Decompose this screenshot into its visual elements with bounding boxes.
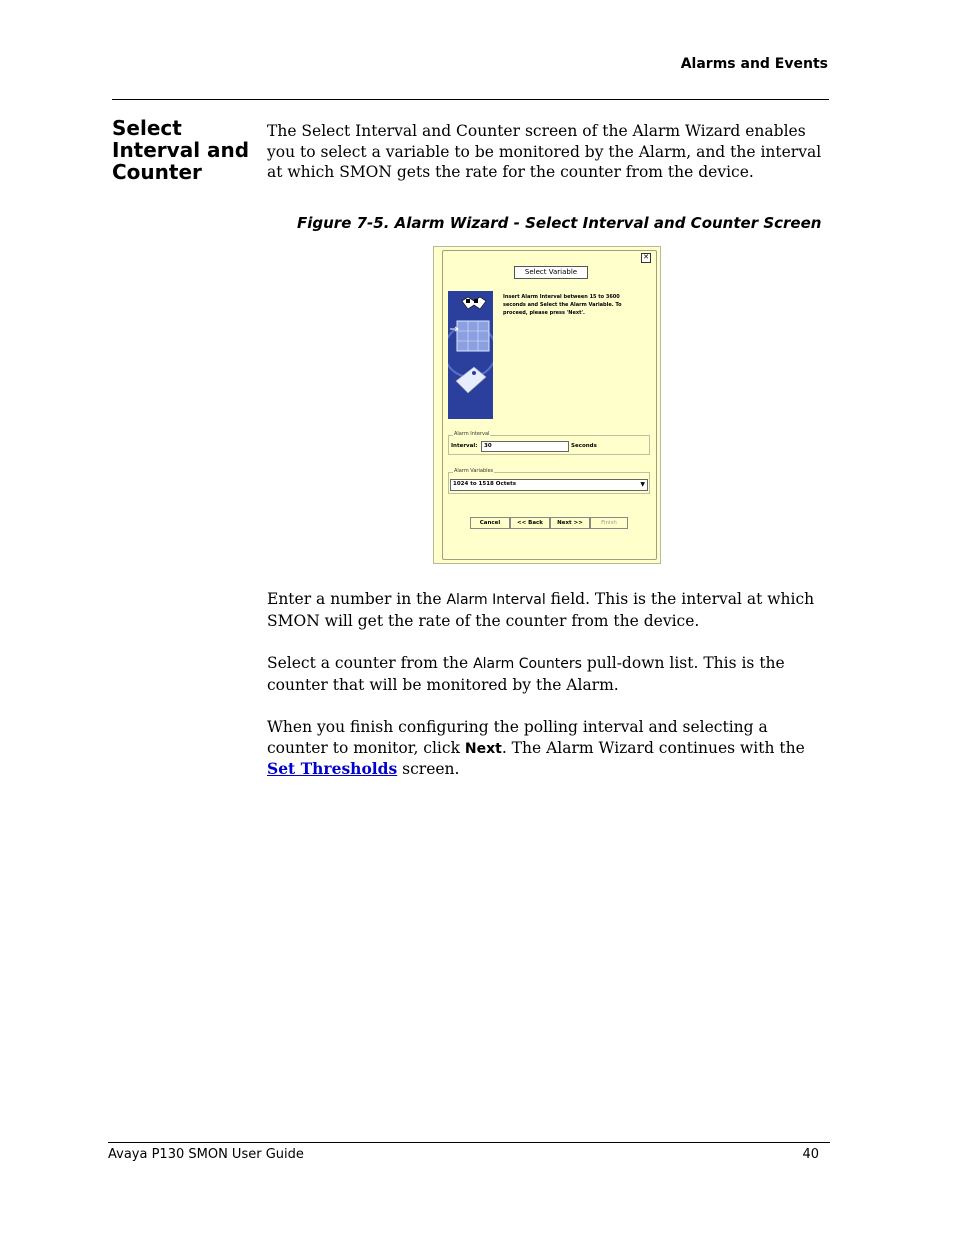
alarm-interval-term: Alarm Interval [446, 592, 546, 608]
alarm-variable-select[interactable] [450, 479, 648, 491]
intro-paragraph: The Select Interval and Counter screen of the Alarm Wizard enables you to select a variable to be monitored by the Alarm, and the interval at which SMON gets the rate for the counter from the device. [267, 122, 822, 181]
set-thresholds-link[interactable]: Set Thresholds [267, 759, 398, 778]
interval-label: Interval: [451, 443, 478, 449]
back-button[interactable]: << Back [510, 517, 550, 529]
next-button[interactable]: Next >> [550, 517, 590, 529]
interval-input[interactable]: 30 [481, 441, 569, 452]
footer-rule [108, 1142, 830, 1143]
finish-button[interactable]: Finish [590, 517, 628, 529]
next-term: Next [464, 740, 502, 757]
wizard-graphic [448, 291, 493, 419]
paragraph-next-step [267, 717, 829, 780]
header-rule [112, 99, 829, 100]
footer-title: Avaya P130 SMON User Guide [108, 1147, 304, 1162]
alarm-interval-legend: Alarm Interval [454, 431, 490, 437]
alarm-variable-selected: 1024 to 1518 Octets [453, 481, 516, 487]
alarm-wizard-screenshot [433, 246, 661, 564]
para3-text-middle: . The Alarm Wizard continues with the [501, 738, 805, 757]
running-header: Alarms and Events [680, 56, 828, 72]
para2-text-after: pull-down list. This is the counter that will be monitored by the Alarm. [267, 654, 785, 694]
alarm-variables-legend: Alarm Variables [454, 468, 494, 474]
wizard-instructions: Insert Alarm Interval between 15 to 3600 seconds and Select the Alarm Variable. To proceed, please press 'Next'. [503, 294, 622, 316]
figure-caption: Figure 7-5. Alarm Wizard - Select Interval and Counter Screen [297, 214, 822, 232]
interval-unit: Seconds [571, 443, 597, 449]
chevron-down-icon[interactable]: ▼ [640, 481, 645, 488]
section-heading: Select Interval and Counter [112, 116, 250, 184]
page-number: 40 [802, 1147, 819, 1162]
alarm-counters-term: Alarm Counters [473, 656, 582, 672]
para1-text-before: Enter a number in the [267, 590, 447, 608]
cancel-button[interactable]: Cancel [470, 517, 510, 529]
close-icon[interactable]: ✕ [641, 253, 651, 263]
paragraph-alarm-counters [267, 653, 829, 695]
para3-text-before: When you finish configuring the polling interval and selecting a counter to monitor, click [267, 718, 768, 757]
paragraph-alarm-interval [267, 589, 829, 631]
dialog-title: Select Variable [514, 266, 588, 279]
para2-text-before: Select a counter from the [267, 654, 474, 672]
para3-text-after: screen. [397, 760, 460, 778]
para1-text-after: field. This is the interval at which SMON will get the rate of the counter from the device. [267, 590, 815, 630]
